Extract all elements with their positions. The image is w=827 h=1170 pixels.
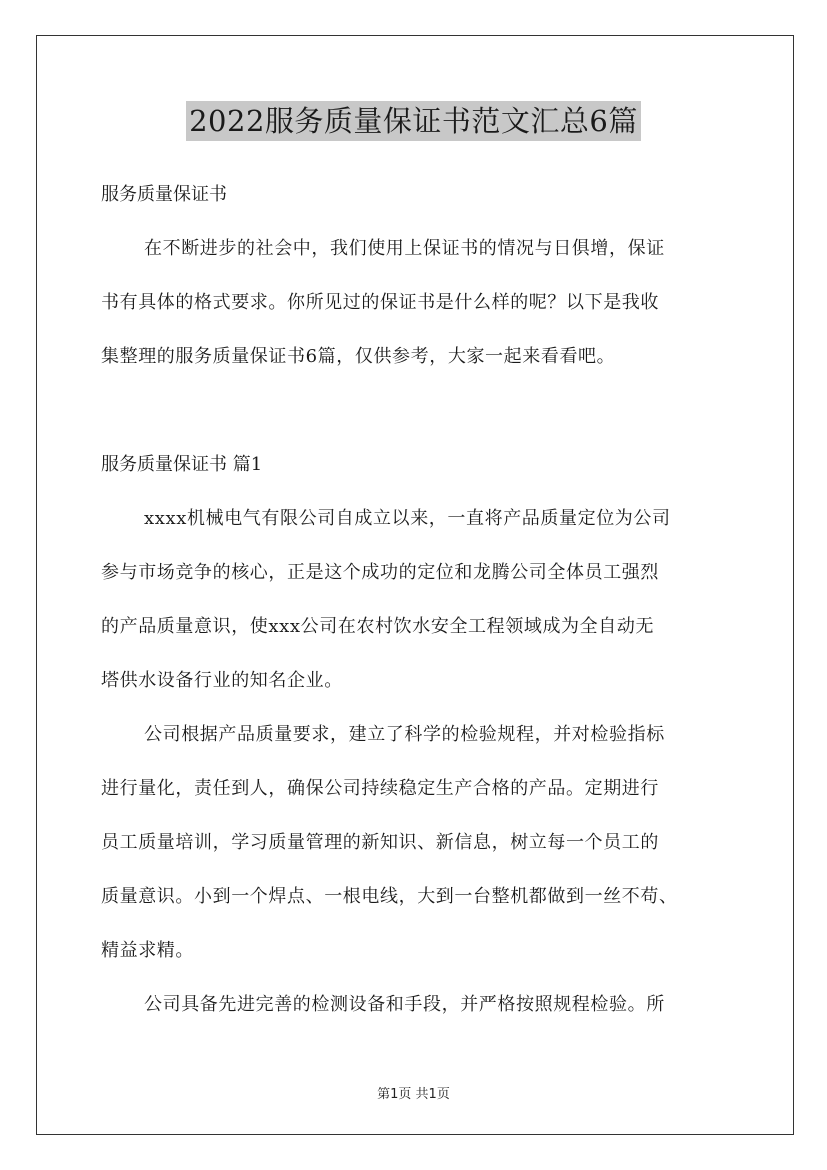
paragraph-line: 员工质量培训，学习质量管理的新知识、新信息，树立每一个员工的 [101, 832, 659, 853]
paragraph [101, 492, 727, 708]
paragraph-line: xxxx机械电气有限公司自成立以来，一直将产品质量定位为公司 [144, 508, 671, 529]
document-body [101, 168, 727, 1032]
paragraph [101, 222, 727, 384]
paragraph [101, 708, 727, 978]
blank-line [101, 384, 727, 438]
paragraph-line: 的产品质量意识，使xxx公司在农村饮水安全工程领域成为全自动无 [101, 616, 655, 637]
page-footer: 第1页 共1页 [377, 1087, 450, 1102]
section-heading: 服务质量保证书 篇1 [101, 454, 263, 475]
paragraph [101, 978, 727, 1032]
paragraph-line: 公司根据产品质量要求，建立了科学的检验规程，并对检验指标 [144, 724, 665, 745]
section-heading: 服务质量保证书 [101, 184, 227, 205]
paragraph-line: 在不断进步的社会中，我们使用上保证书的情况与日俱增，保证 [144, 238, 665, 259]
paragraph-line: 书有具体的格式要求。你所见过的保证书是什么样的呢？以下是我收 [101, 292, 659, 313]
paragraph-line: 塔供水设备行业的知名企业。 [101, 670, 343, 691]
title-container [0, 101, 827, 141]
paragraph-line: 公司具备先进完善的检测设备和手段，并严格按照规程检验。所 [144, 994, 665, 1015]
document-title: 2022服务质量保证书范文汇总6篇 [186, 101, 641, 141]
paragraph-line: 进行量化，责任到人，确保公司持续稳定生产合格的产品。定期进行 [101, 778, 659, 799]
paragraph-line: 参与市场竞争的核心，正是这个成功的定位和龙腾公司全体员工强烈 [101, 562, 659, 583]
paragraph-line: 集整理的服务质量保证书6篇，仅供参考，大家一起来看看吧。 [101, 346, 616, 367]
paragraph-line: 精益求精。 [101, 940, 194, 961]
paragraph-line: 质量意识。小到一个焊点、一根电线，大到一台整机都做到一丝不苟、 [101, 886, 678, 907]
